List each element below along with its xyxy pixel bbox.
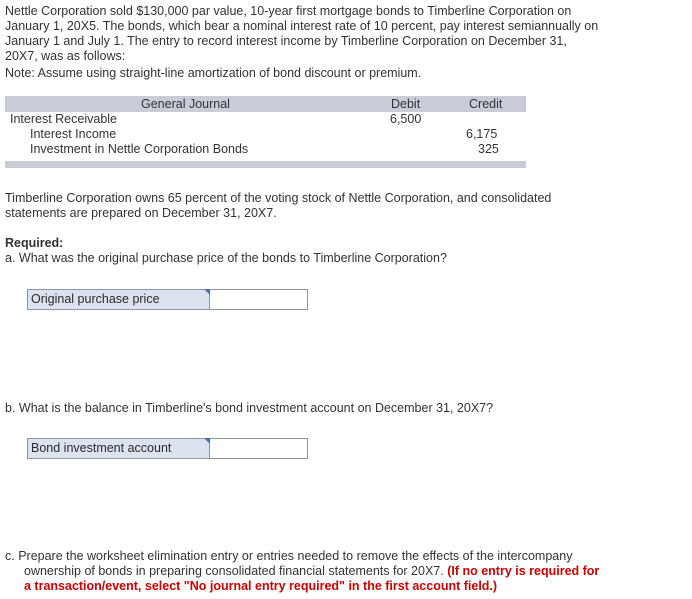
credit-amount: 325 bbox=[478, 142, 499, 156]
account-name: Interest Receivable bbox=[10, 112, 118, 126]
account-name: Investment in Nettle Corporation Bonds bbox=[30, 142, 249, 156]
journal-row bbox=[5, 142, 526, 157]
bond-investment-account-input[interactable] bbox=[210, 438, 308, 459]
bond-investment-account-label: Bond investment account bbox=[27, 438, 210, 459]
answer-row-b bbox=[27, 438, 308, 459]
question-c-line: c. Prepare the worksheet elimination entry or entries needed to remove the effects of the intercompany bbox=[5, 549, 573, 563]
problem-intro bbox=[5, 4, 645, 64]
question-c-text: ownership of bonds in preparing consolidated financial statements for 20X7. bbox=[24, 564, 448, 578]
header-credit: Credit bbox=[469, 97, 503, 111]
intro-line: 20X7, was as follows: bbox=[5, 49, 126, 63]
question-c-line bbox=[5, 564, 645, 579]
required-heading: Required: bbox=[5, 236, 64, 250]
intro-line: January 1, 20X5. The bonds, which bear a nominal interest rate of 10 percent, pay interest semiannually on bbox=[5, 19, 599, 33]
question-c bbox=[5, 549, 645, 594]
account-name: Interest Income bbox=[30, 127, 117, 141]
header-general-journal: General Journal bbox=[141, 97, 230, 111]
note-text: Note: Assume using straight-line amortization of bond discount or premium. bbox=[5, 66, 422, 80]
instruction-note: a transaction/event, select "No journal entry required" in the first account field.) bbox=[24, 579, 498, 593]
journal-footer-bar bbox=[5, 161, 526, 168]
journal-table bbox=[5, 96, 526, 168]
question-b: b. What is the balance in Timberline's bond investment account on December 31, 20X7? bbox=[5, 401, 494, 415]
original-purchase-price-input[interactable] bbox=[210, 289, 308, 310]
question-a: a. What was the original purchase price of the bonds to Timberline Corporation? bbox=[5, 251, 447, 265]
intro-line: Nettle Corporation sold $130,000 par value, 10-year first mortgage bonds to Timberline Corporation on bbox=[5, 4, 572, 18]
ownership-paragraph bbox=[5, 191, 645, 221]
original-purchase-price-label: Original purchase price bbox=[27, 289, 210, 310]
debit-amount: 6,500 bbox=[390, 112, 422, 126]
journal-row bbox=[5, 112, 526, 127]
header-debit: Debit bbox=[391, 97, 421, 111]
instruction-note: (If no entry is required for bbox=[447, 564, 600, 578]
journal-header bbox=[5, 96, 526, 112]
paragraph-line: statements are prepared on December 31, 20X7. bbox=[5, 206, 277, 220]
intro-line: January 1 and July 1. The entry to record interest income by Timberline Corporation on December 31, bbox=[5, 34, 567, 48]
journal-row bbox=[5, 127, 526, 142]
paragraph-line: Timberline Corporation owns 65 percent of the voting stock of Nettle Corporation, and consolidated bbox=[5, 191, 552, 205]
credit-amount: 6,175 bbox=[466, 127, 498, 141]
answer-row-a bbox=[27, 289, 308, 310]
